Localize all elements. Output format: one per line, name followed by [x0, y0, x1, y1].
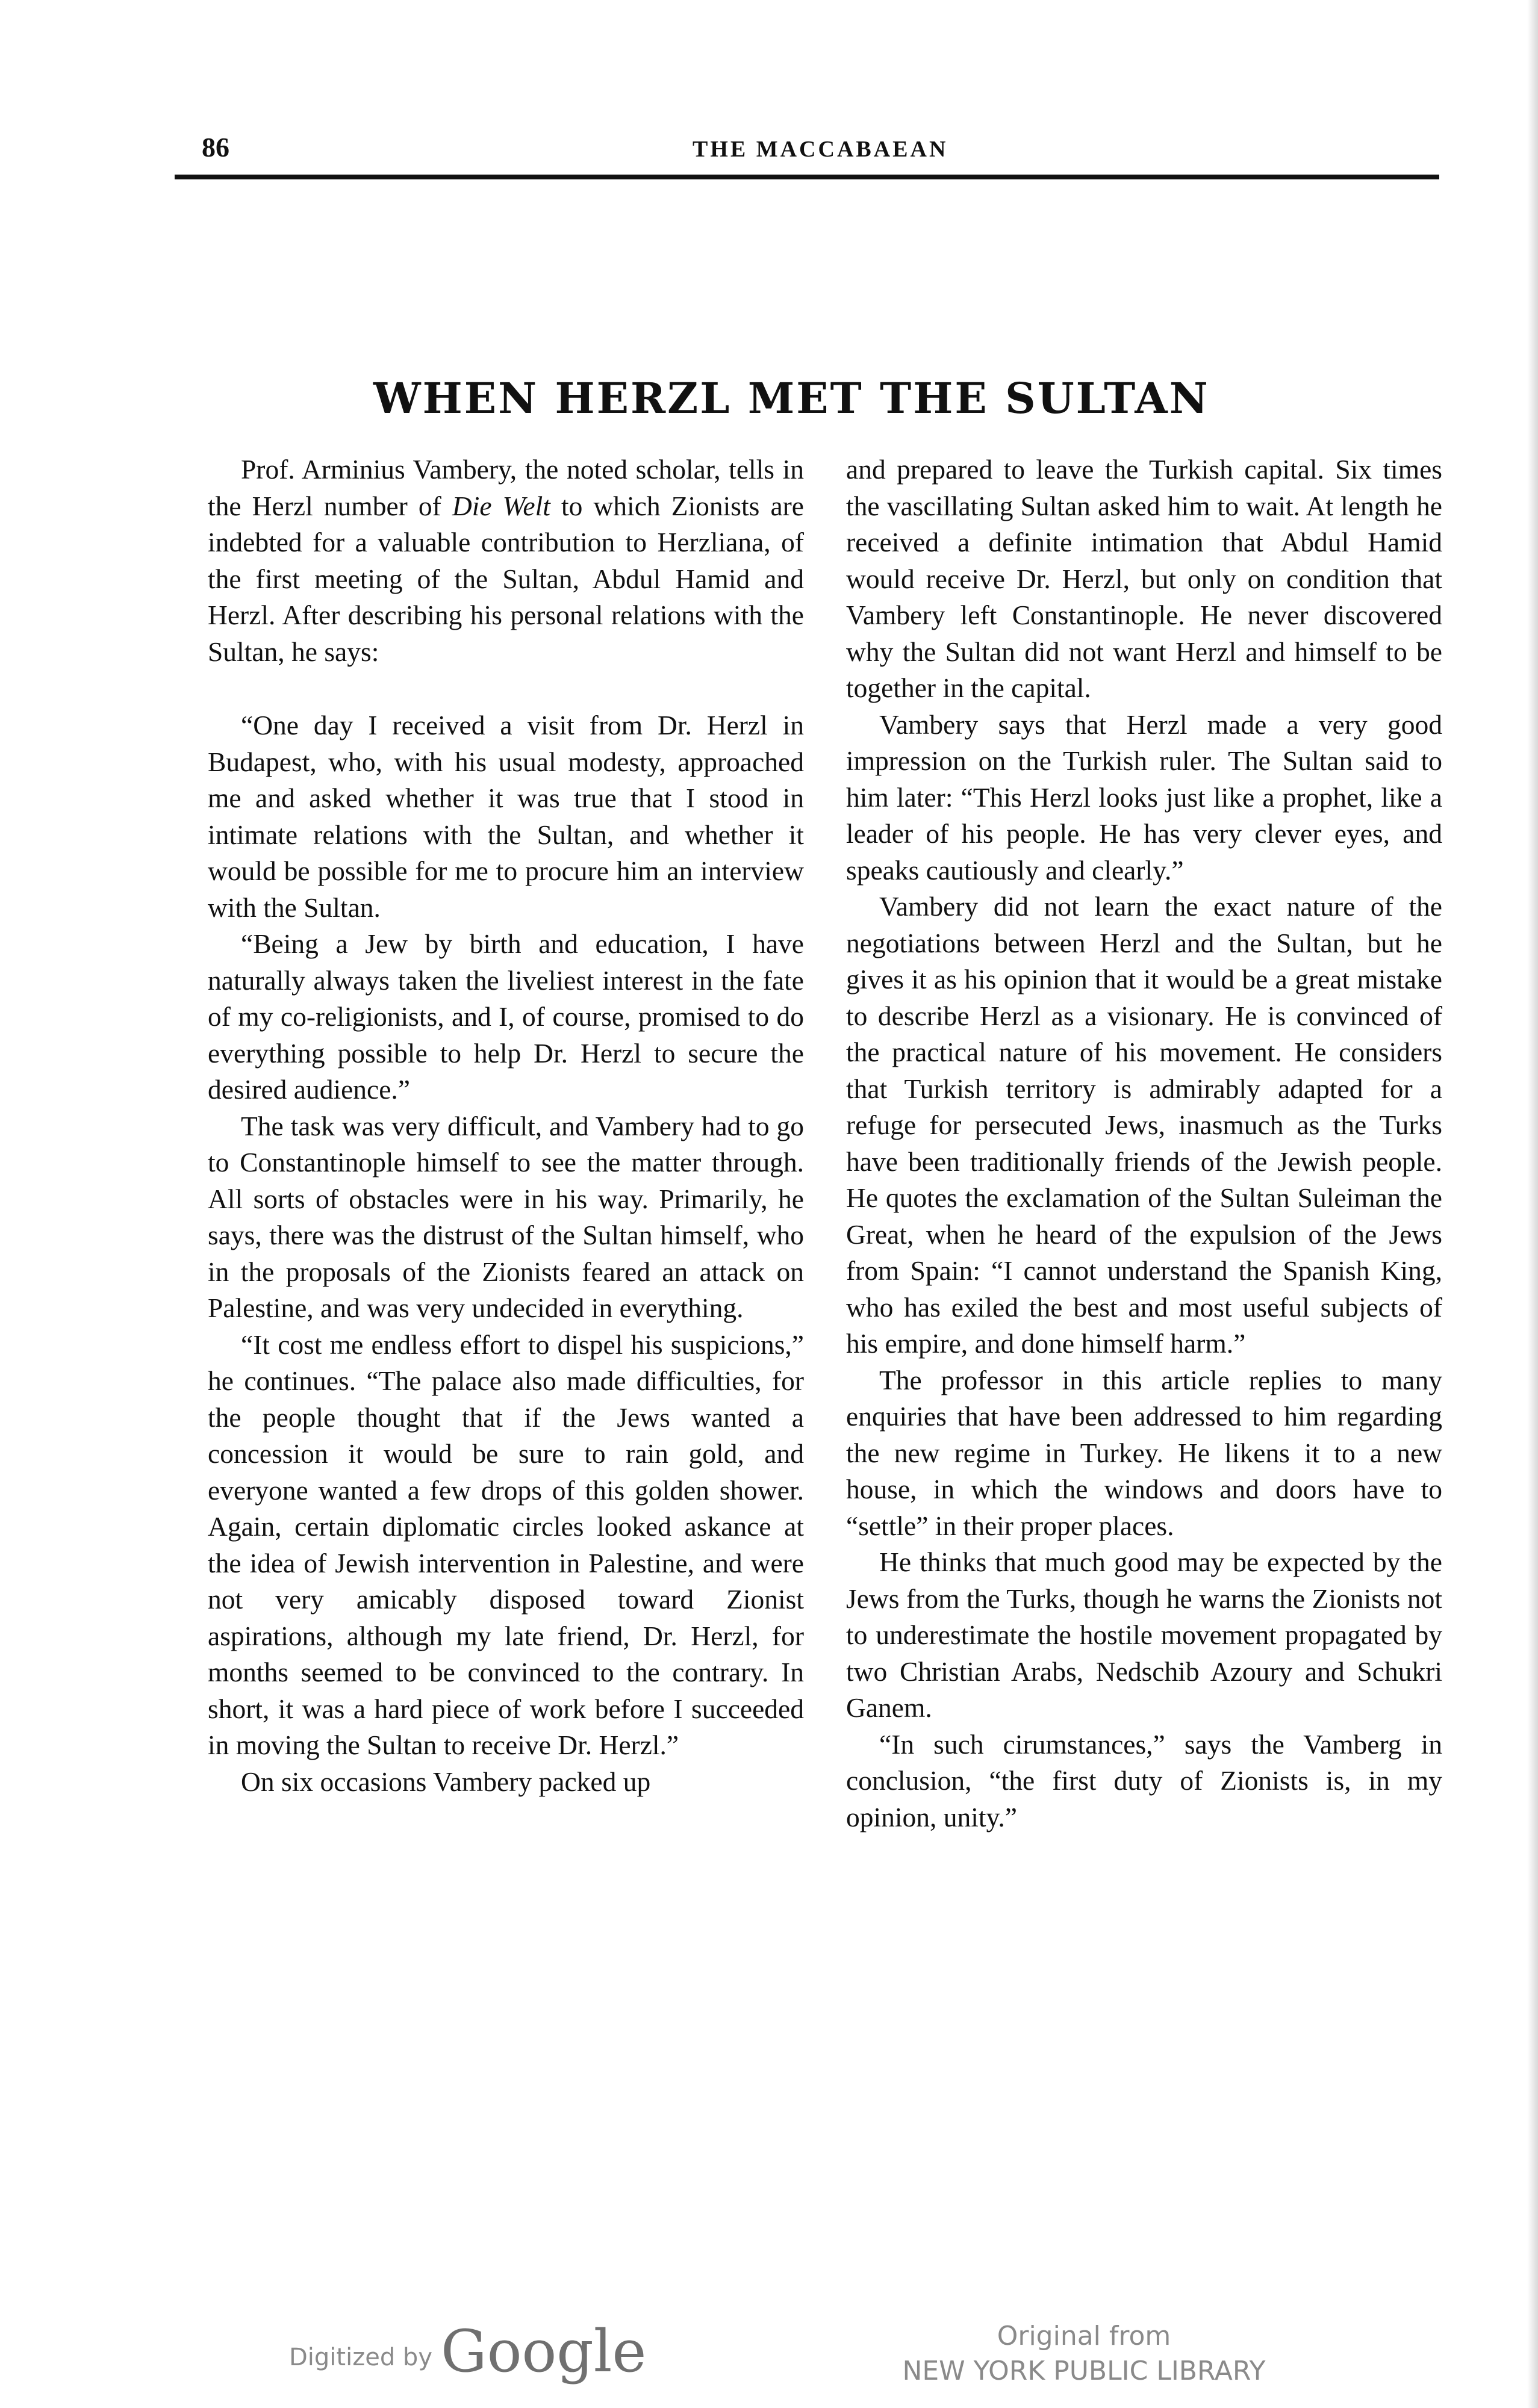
paragraph: “Being a Jew by birth and education, I have naturally always taken the liveliest interest in the fate of my co-religionists, and I, of course, promised to do everything possible to help Dr. Herzl to secure the desired audience.” — [208, 928, 804, 1105]
paragraph: The task was very difficult, and Vambery had to go to Constantinople himself to see the matter through. All sorts of obstacles were in his way. Primarily, he says, there was the distrust of the Sultan himself, who in the proposals of the Zionists feared an attack on Palestine, and was very undecided in everything. — [208, 1110, 804, 1323]
paragraph: Vambery did not learn the exact nature of the negotiations between Herzl and the Sultan, but he gives it as his opinion that it would be a great mistake to describe Herzl as a visionary. He is convinced of the practical nature of his movement. He considers that Turkish territory is admirably adapted for a refuge for persecuted Jews, inasmuch as the Turks have been traditionally friends of the Jewish people. He quotes the exclamation of the Sultan Suleiman the Great, when he heard of the expulsion of the Jews from Spain: “I cannot understand the Spanish King, who has exiled the best and most useful subjects of his empire, and done himself harm.” — [846, 891, 1442, 1359]
paragraph: On six occasions Vambery packed up — [241, 1766, 651, 1797]
library-attribution — [891, 2319, 1277, 2389]
header-rule — [175, 175, 1439, 179]
paragraph — [208, 452, 804, 670]
paragraph-text: Prof. Arminius Vambery, the noted scholar, tells in the Herzl number of — [208, 454, 804, 521]
left-column — [208, 452, 804, 1800]
paragraph: He thinks that much good may be expected by the Jews from the Turks, though he warns the Zionists not to underestimate the hostile movement propagated by two Christian Arabs, Nedschib Azoury and Schukri Ganem. — [846, 1547, 1442, 1723]
page-number: 86 — [202, 132, 229, 163]
paragraph: and prepared to leave the Turkish capital. Six times the vascillating Sultan asked him to wait. At length he received a definite intimation that Abdul Hamid would receive Dr. Herzl, but only on condition that Vambery left Constantinople. He never discovered why the Sultan did not want Herzl and himself to be together in the capital. — [846, 454, 1442, 703]
paragraph: “It cost me endless effort to dispel his suspicions,” he continues. “The palace also made difficulties, for the people thought that if the Jews wanted a concession it would be sure to rain gold, and everyone wanted a few drops of this golden shower. Again, certain diplomatic circles looked askance at the idea of Jewish intervention in Palestine, and were not very amicably disposed toward Zionist aspirations, although my late friend, Dr. Herzl, for months seemed to be convinced to the contrary. In short, it was a hard piece of work before I succeeded in moving the Sultan to receive Dr. Herzl.” — [208, 1329, 804, 1760]
scan-edge-shadow — [1527, 0, 1538, 2408]
paragraph-text: to which Zionists are indebted for a valuable contribution to Herzliana, of the first meeting of the Sultan, Abdul Hamid and Herzl. After describing his personal relations with the Sultan, he says: — [208, 490, 804, 667]
original-from-label: Original from — [997, 2321, 1171, 2351]
paragraph: “One day I received a visit from Dr. Herzl in Budapest, who, with his usual modesty, approached me and asked whether it was true that I stood in intimate relations with the Sultan, and whether it would be possible for me to procure him an interview with the Sultan. — [208, 710, 804, 923]
google-logo: Google — [441, 2318, 647, 2385]
paragraph: The professor in this article replies to many enquiries that have been addressed to him regarding the new regime in Turkey. He likens it to a new house, in which the windows and doors have to “settle” in their proper places. — [846, 1364, 1442, 1541]
paragraph: Vambery says that Herzl made a very good impression on the Turkish ruler. The Sultan said to him later: “This Herzl looks just like a prophet, like a leader of his people. He has very clever eyes, and speaks cautiously and clearly.” — [846, 709, 1442, 886]
library-name: NEW YORK PUBLIC LIBRARY — [902, 2356, 1266, 2386]
digitized-by-watermark — [289, 2318, 646, 2385]
digitized-by-label: Digitized by — [289, 2344, 432, 2371]
right-column — [846, 452, 1442, 1835]
paragraph: “In such cirumstances,” says the Vamberg in conclusion, “the first duty of Zionists is, in my opinion, unity.” — [846, 1728, 1442, 1832]
article-title: WHEN HERZL MET THE SULTAN — [373, 373, 1210, 423]
publication-title: Die Welt — [452, 490, 550, 521]
running-head: THE MACCABAEAN — [693, 137, 948, 162]
